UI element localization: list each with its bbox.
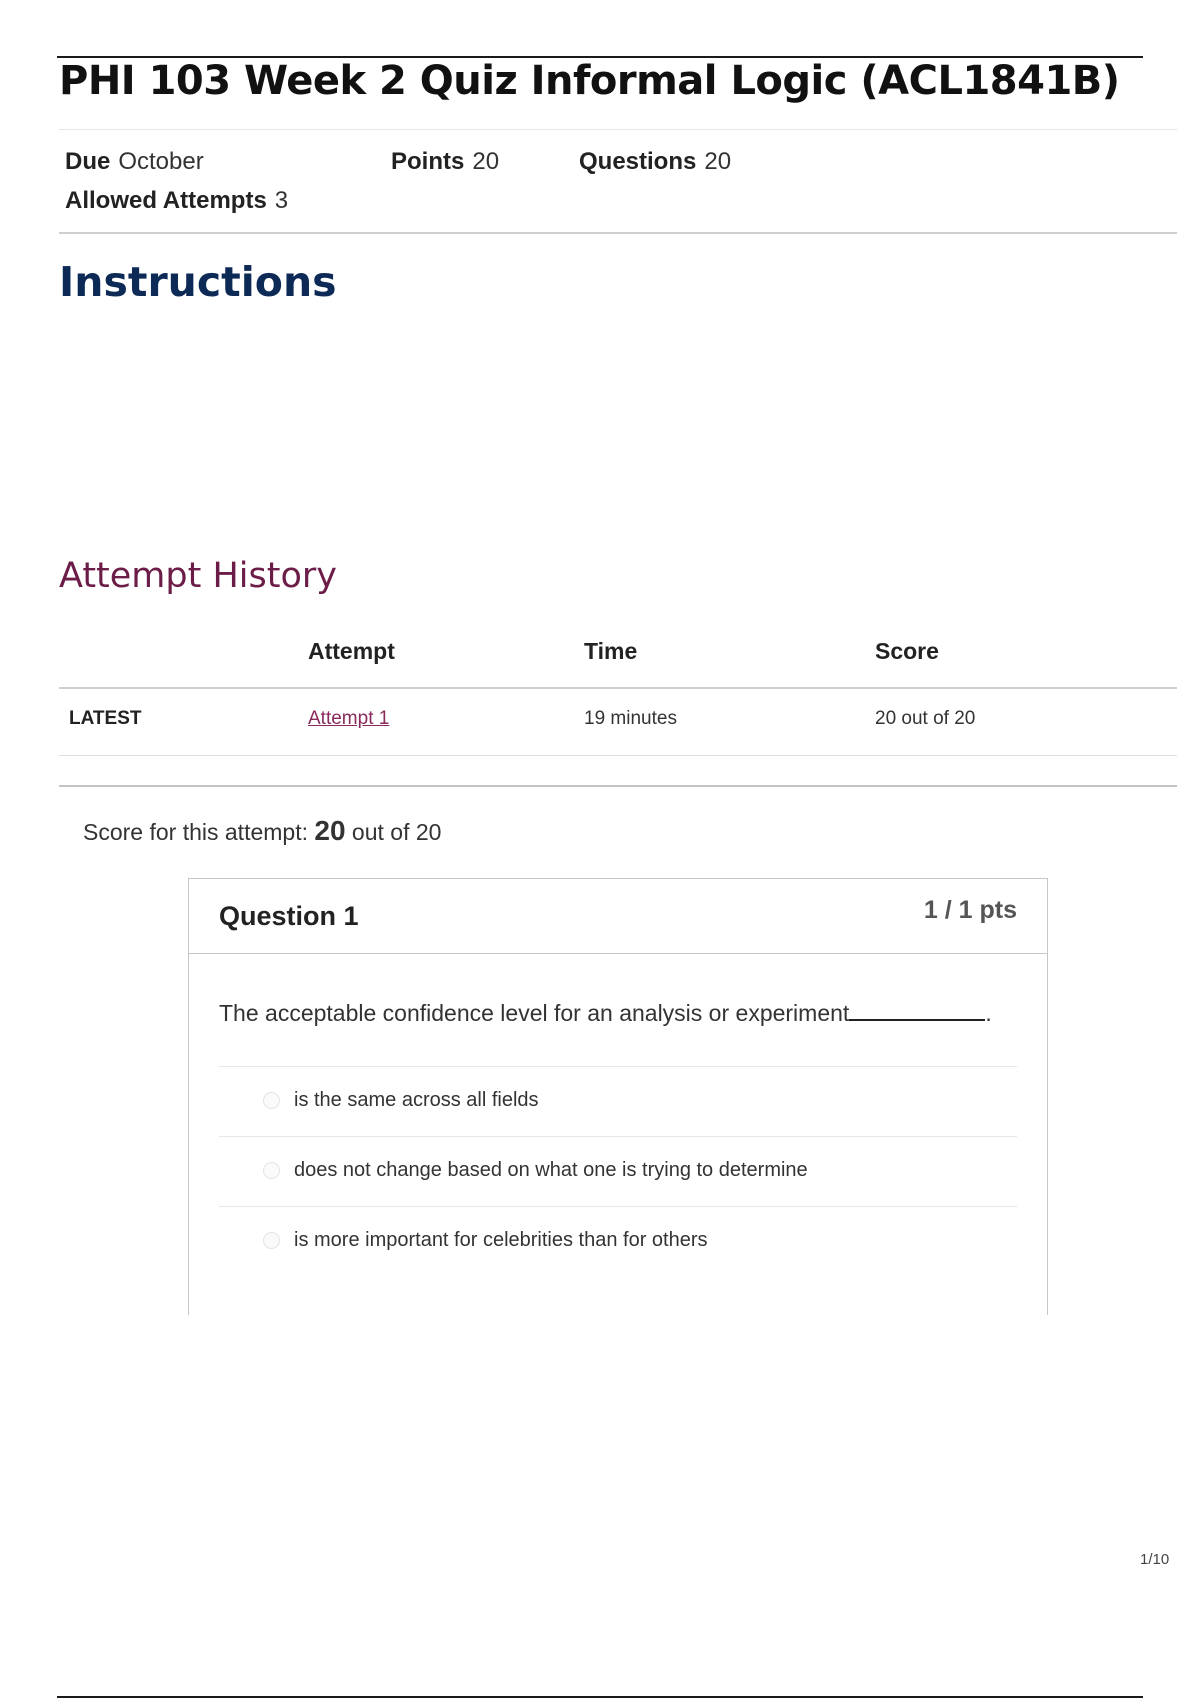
divider [59, 785, 1177, 787]
questions-value: 20 [704, 148, 732, 175]
divider [59, 232, 1177, 234]
table-row [308, 708, 389, 730]
attempt-score: 20 out of 20 [875, 708, 976, 729]
table-bottom-rule [59, 755, 1177, 756]
radio-button[interactable] [263, 1232, 280, 1249]
attempts-value: 3 [274, 187, 289, 214]
question-header [189, 879, 1047, 954]
answer-option[interactable] [219, 1066, 1017, 1136]
radio-button[interactable] [263, 1162, 280, 1179]
attempts-label: Allowed Attempts [65, 187, 267, 214]
answer-text: does not change based on what one is trying to determine [294, 1159, 808, 1181]
divider [59, 129, 1177, 130]
score-value: 20 [314, 815, 346, 846]
instructions-heading: Instructions [59, 258, 337, 306]
question-card [188, 878, 1048, 1315]
attempt-score-summary [83, 815, 441, 847]
due-field [65, 148, 204, 176]
column-header-time: Time [584, 638, 638, 664]
column-header-score: Score [875, 638, 939, 664]
answer-option[interactable] [219, 1206, 1017, 1276]
latest-label: LATEST [69, 708, 142, 729]
answer-text: is the same across all fields [294, 1089, 539, 1111]
column-header-attempt: Attempt [308, 638, 395, 664]
bottom-rule [57, 1696, 1143, 1698]
page-title: PHI 103 Week 2 Quiz Informal Logic (ACL1841B) [59, 58, 1120, 104]
points-field [391, 148, 499, 176]
points-value: 20 [472, 148, 500, 175]
answer-option[interactable] [219, 1136, 1017, 1206]
table-header-rule [59, 687, 1177, 689]
answer-list [219, 1066, 1017, 1276]
attempt-1-link[interactable]: Attempt 1 [308, 708, 390, 729]
question-title: Question 1 [219, 901, 359, 931]
score-prefix: Score for this attempt: [83, 819, 308, 845]
question-prompt: The acceptable confidence level for an analysis or experiment [219, 1000, 850, 1026]
questions-label: Questions [579, 148, 697, 175]
page-number: 1/10 [1140, 1551, 1170, 1568]
question-text [219, 999, 992, 1027]
score-suffix: out of 20 [351, 819, 442, 845]
attempt-time: 19 minutes [584, 708, 677, 729]
points-label: Points [391, 148, 465, 175]
attempt-history-heading: Attempt History [59, 556, 337, 596]
due-value: October [118, 148, 204, 175]
due-label: Due [65, 148, 111, 175]
answer-text: is more important for celebrities than for others [294, 1229, 708, 1251]
answer-blank [849, 999, 985, 1021]
question-points: 1 / 1 pts [923, 896, 1017, 924]
question-end: . [985, 1000, 992, 1026]
radio-button[interactable] [263, 1092, 280, 1109]
allowed-attempts-field [65, 187, 288, 215]
questions-field [579, 148, 731, 176]
